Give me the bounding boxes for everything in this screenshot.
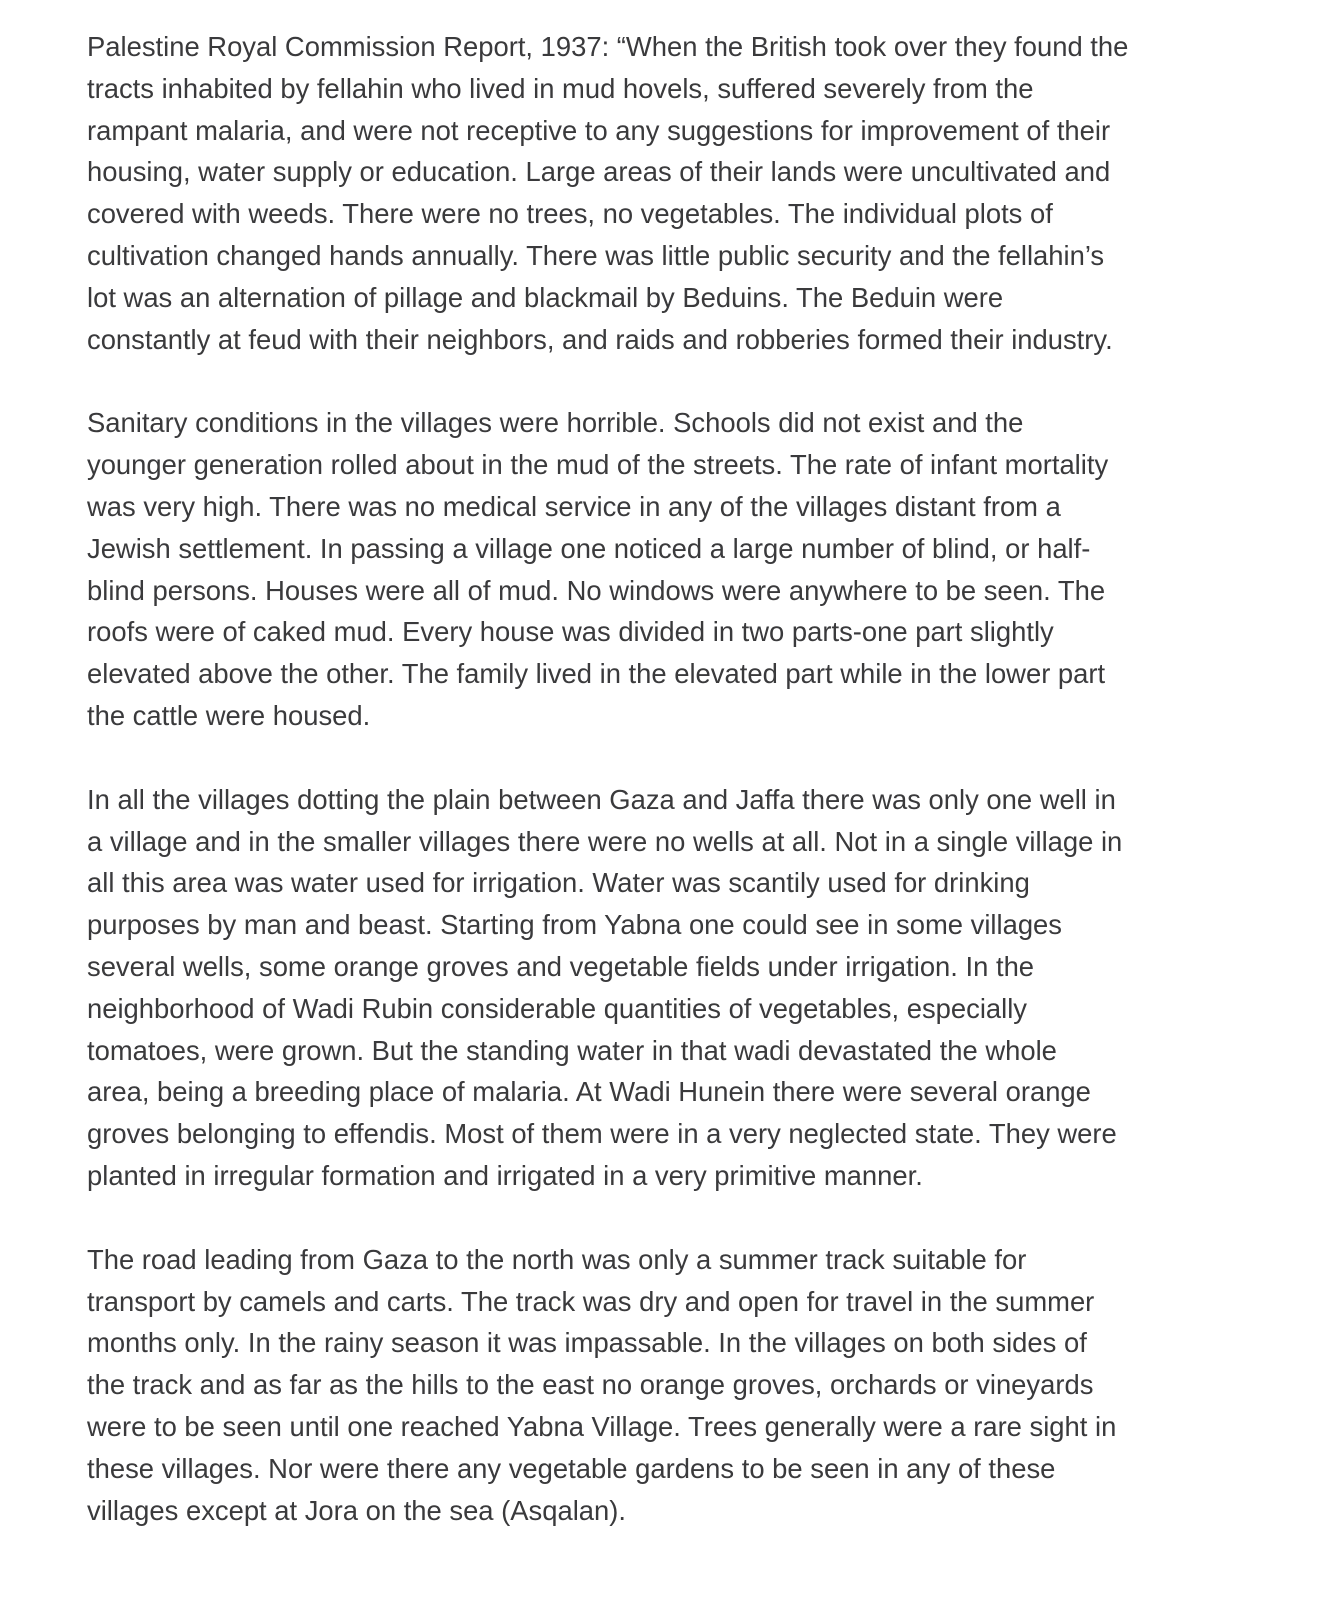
text-line: all this area was water used for irrigation. Water was scantily used for drinking [87, 867, 1030, 899]
paragraph-1 [87, 26, 1247, 360]
text-line: was very high. There was no medical service in any of the villages distant from a [87, 490, 1061, 522]
text-line: groves belonging to effendis. Most of them were in a very neglected state. They were [87, 1118, 1117, 1150]
text-line: planted in irregular formation and irrigated in a very primitive manner. [87, 1159, 923, 1191]
text-line: villages except at Jora on the sea (Asqalan). [87, 1494, 626, 1526]
text-line: rampant malaria, and were not receptive to any suggestions for improvement of their [87, 114, 1111, 146]
text-line: tomatoes, were grown. But the standing water in that wadi devastated the whole [87, 1034, 1057, 1066]
text-line: tracts inhabited by fellahin who lived in mud hovels, suffered severely from the [87, 72, 1034, 104]
text-line: a village and in the smaller villages there were no wells at all. Not in a single village in [87, 825, 1123, 857]
text-line: transport by camels and carts. The track was dry and open for travel in the summer [87, 1285, 1095, 1317]
text-line: housing, water supply or education. Large areas of their lands were uncultivated and [87, 156, 1111, 188]
text-line: the cattle were housed. [87, 699, 371, 731]
text-line: constantly at feud with their neighbors, and raids and robberies formed their industry. [87, 323, 1113, 355]
paragraph-4 [87, 1239, 1247, 1532]
text-line: cultivation changed hands annually. There was little public security and the fellahin’s [87, 239, 1105, 271]
document-body [87, 26, 1247, 1573]
text-line: were to be seen until one reached Yabna Village. Trees generally were a rare sight in [87, 1410, 1117, 1442]
text-line: Palestine Royal Commission Report, 1937: “When the British took over they found the [87, 31, 1129, 62]
paragraph-3 [87, 779, 1247, 1197]
text-line: purposes by man and beast. Starting from Yabna one could see in some villages [87, 909, 1062, 941]
paragraph-2 [87, 402, 1247, 736]
text-line: area, being a breeding place of malaria. At Wadi Hunein there were several orange [87, 1076, 1091, 1108]
text-line: younger generation rolled about in the mud of the streets. The rate of infant mortality [87, 449, 1109, 481]
text-line: elevated above the other. The family lived in the elevated part while in the lower part [87, 658, 1106, 690]
text-line: neighborhood of Wadi Rubin considerable quantities of vegetables, especially [87, 992, 1028, 1024]
text-line: The road leading from Gaza to the north was only a summer track suitable for [87, 1243, 1027, 1275]
text-line: blind persons. Houses were all of mud. No windows were anywhere to be seen. The [87, 574, 1106, 606]
text-line: Jewish settlement. In passing a village one noticed a large number of blind, or half- [87, 532, 1091, 564]
text-line: several wells, some orange groves and vegetable fields under irrigation. In the [87, 950, 1035, 982]
text-line: Sanitary conditions in the villages were horrible. Schools did not exist and the [87, 407, 1024, 439]
text-line: roofs were of caked mud. Every house was divided in two parts-one part slightly [87, 616, 1054, 648]
text-line: lot was an alternation of pillage and blackmail by Beduins. The Beduin were [87, 281, 1004, 313]
text-line: these villages. Nor were there any vegetable gardens to be seen in any of these [87, 1452, 1056, 1484]
text-line: In all the villages dotting the plain between Gaza and Jaffa there was only one well in [87, 783, 1116, 815]
text-line: covered with weeds. There were no trees, no vegetables. The individual plots of [87, 198, 1053, 230]
text-line: the track and as far as the hills to the east no orange groves, orchards or vineyards [87, 1369, 1094, 1401]
text-line: months only. In the rainy season it was impassable. In the villages on both sides of [87, 1327, 1087, 1359]
